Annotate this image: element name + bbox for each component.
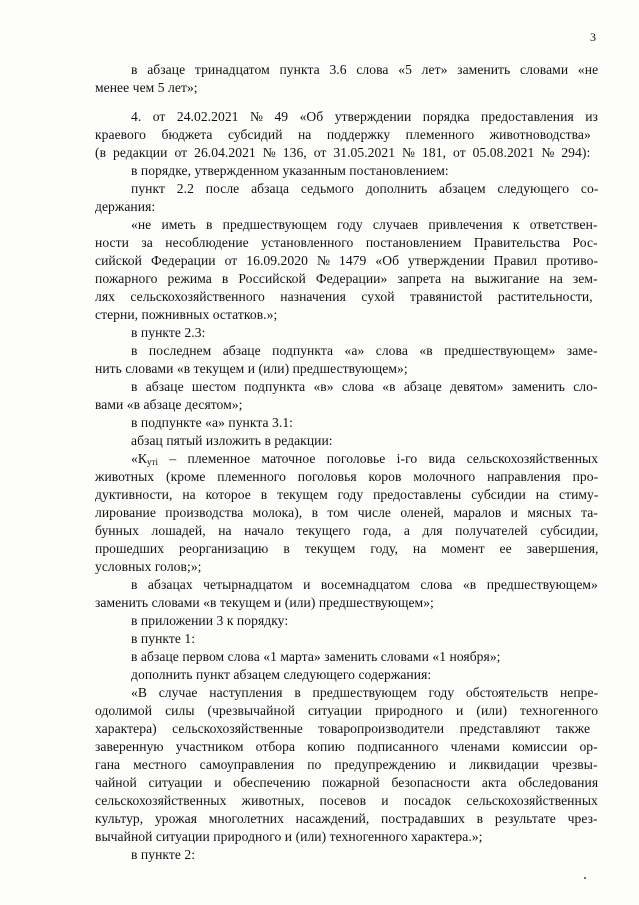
text-line: краевого бюджета субсидий на поддержку племенного животноводства» [95, 127, 591, 142]
text-line: ности за несоблюдение установленного постановлением Правительства Рос- [95, 235, 598, 250]
text-line: в пункте 1: [131, 631, 196, 646]
text-line: в подпункте «а» пункта 3.1: [131, 415, 294, 430]
text-line: сийской Федерации от 16.09.2020 № 1479 «Об утверждении Правил противо- [95, 253, 599, 268]
text-line: пожарного режима в Российской Федерации» запрета на выжигание на зем- [95, 271, 598, 286]
text-line: дуктивности, на которое в текущем году предоставлены субсидии на стиму- [95, 487, 599, 502]
text-line: сельскохозяйственных животных, посевов и посадок сельскохозяйственных [95, 793, 598, 808]
text-fragment: – племенное маточное поголовье і-го вида сельскохозяйственных [158, 451, 599, 466]
text-line: 4. от 24.02.2021 № 49 «Об утверждении порядка предоставления из [131, 109, 598, 124]
text-line: в абзаце первом слова «1 марта» заменить словами «1 ноября»; [131, 649, 501, 664]
text-line: заменить словами «в текущем и (или) предшествующем»; [95, 595, 434, 610]
text-line: дополнить пункт абзацем следующего содержания: [131, 667, 432, 682]
text-line [131, 451, 598, 470]
text-line: условных голов;»; [95, 559, 202, 574]
text-line: гана местного самоуправления по предупреждению и ликвидации чрезвы- [95, 757, 598, 772]
text-line: одолимой силы (чрезвычайной ситуации природного и (или) техногенного [95, 703, 599, 718]
text-line: культур, урожая многолетних насаждений, пострадавших в результате чрез- [95, 811, 598, 826]
text-line: чайной ситуации и обеспечению пожарной безопасности акта обследования [95, 775, 599, 790]
text-line: лях сельскохозяйственного назначения сухой травянистой растительности, [95, 289, 593, 304]
text-line: в пункте 2: [131, 847, 196, 862]
text-line: стерни, пожнивных остатков.»; [95, 307, 278, 322]
text-line: прошедших реорганизацию в текущем году, на момент ее завершения, [95, 541, 599, 556]
text-line: (в редакции от 26.04.2021 № 136, от 31.05.2021 № 181, от 05.08.2021 № 294): [95, 145, 591, 160]
text-line: вами «в абзаце десятом»; [95, 397, 243, 412]
subscript: уті [146, 457, 159, 467]
text-line: «В случае наступления в предшествующем году обстоятельств непре- [131, 685, 599, 700]
text-line: нить словами «в текущем и (или) предшествующем»; [95, 361, 408, 376]
text-line: в пункте 2.3: [131, 325, 206, 340]
text-line: в приложении 3 к порядку: [131, 613, 289, 628]
text-line: вычайной ситуации природного и (или) техногенного характера.»; [95, 829, 483, 844]
text-line: бунных лошадей, на начало текущего года, а для получателей субсидии, [95, 523, 599, 538]
text-line: в порядке, утвержденном указанным постановлением: [131, 163, 449, 178]
text-line: «не иметь в предшествующем году случаев привлечения к ответствен- [131, 217, 598, 232]
text-line: заверенную участником отбора копию подписанного членами комиссии ор- [95, 739, 598, 754]
text-line: в абзацах четырнадцатом и восемнадцатом слова «в предшествующем» [131, 577, 598, 592]
text-line: пункт 2.2 после абзаца седьмого дополнить абзацем следующего со- [131, 181, 599, 196]
text-line: характера) сельскохозяйственные товаропроизводители представляют также [95, 721, 591, 736]
text-line: в последнем абзаце подпункта «а» слова «в предшествующем» заме- [131, 343, 598, 358]
text-line: держания: [95, 199, 156, 214]
text-line: в абзаце шестом подпункта «в» слова «в абзаце девятом» заменить сло- [131, 379, 598, 394]
scan-speck [584, 877, 586, 879]
text-line: в абзаце тринадцатом пункта 3.6 слова «5 лет» заменить словами «не [131, 62, 599, 77]
text-line: лирование производства молока), в том числе оленей, маралов и мясных та- [95, 505, 598, 520]
page-number: 3 [590, 30, 596, 44]
text-fragment: «К [131, 451, 147, 466]
text-line: менее чем 5 лет»; [95, 80, 198, 95]
text-line: абзац пятый изложить в редакции: [131, 433, 333, 448]
text-line: животных (кроме племенного поголовья коров молочного направления про- [95, 469, 599, 484]
